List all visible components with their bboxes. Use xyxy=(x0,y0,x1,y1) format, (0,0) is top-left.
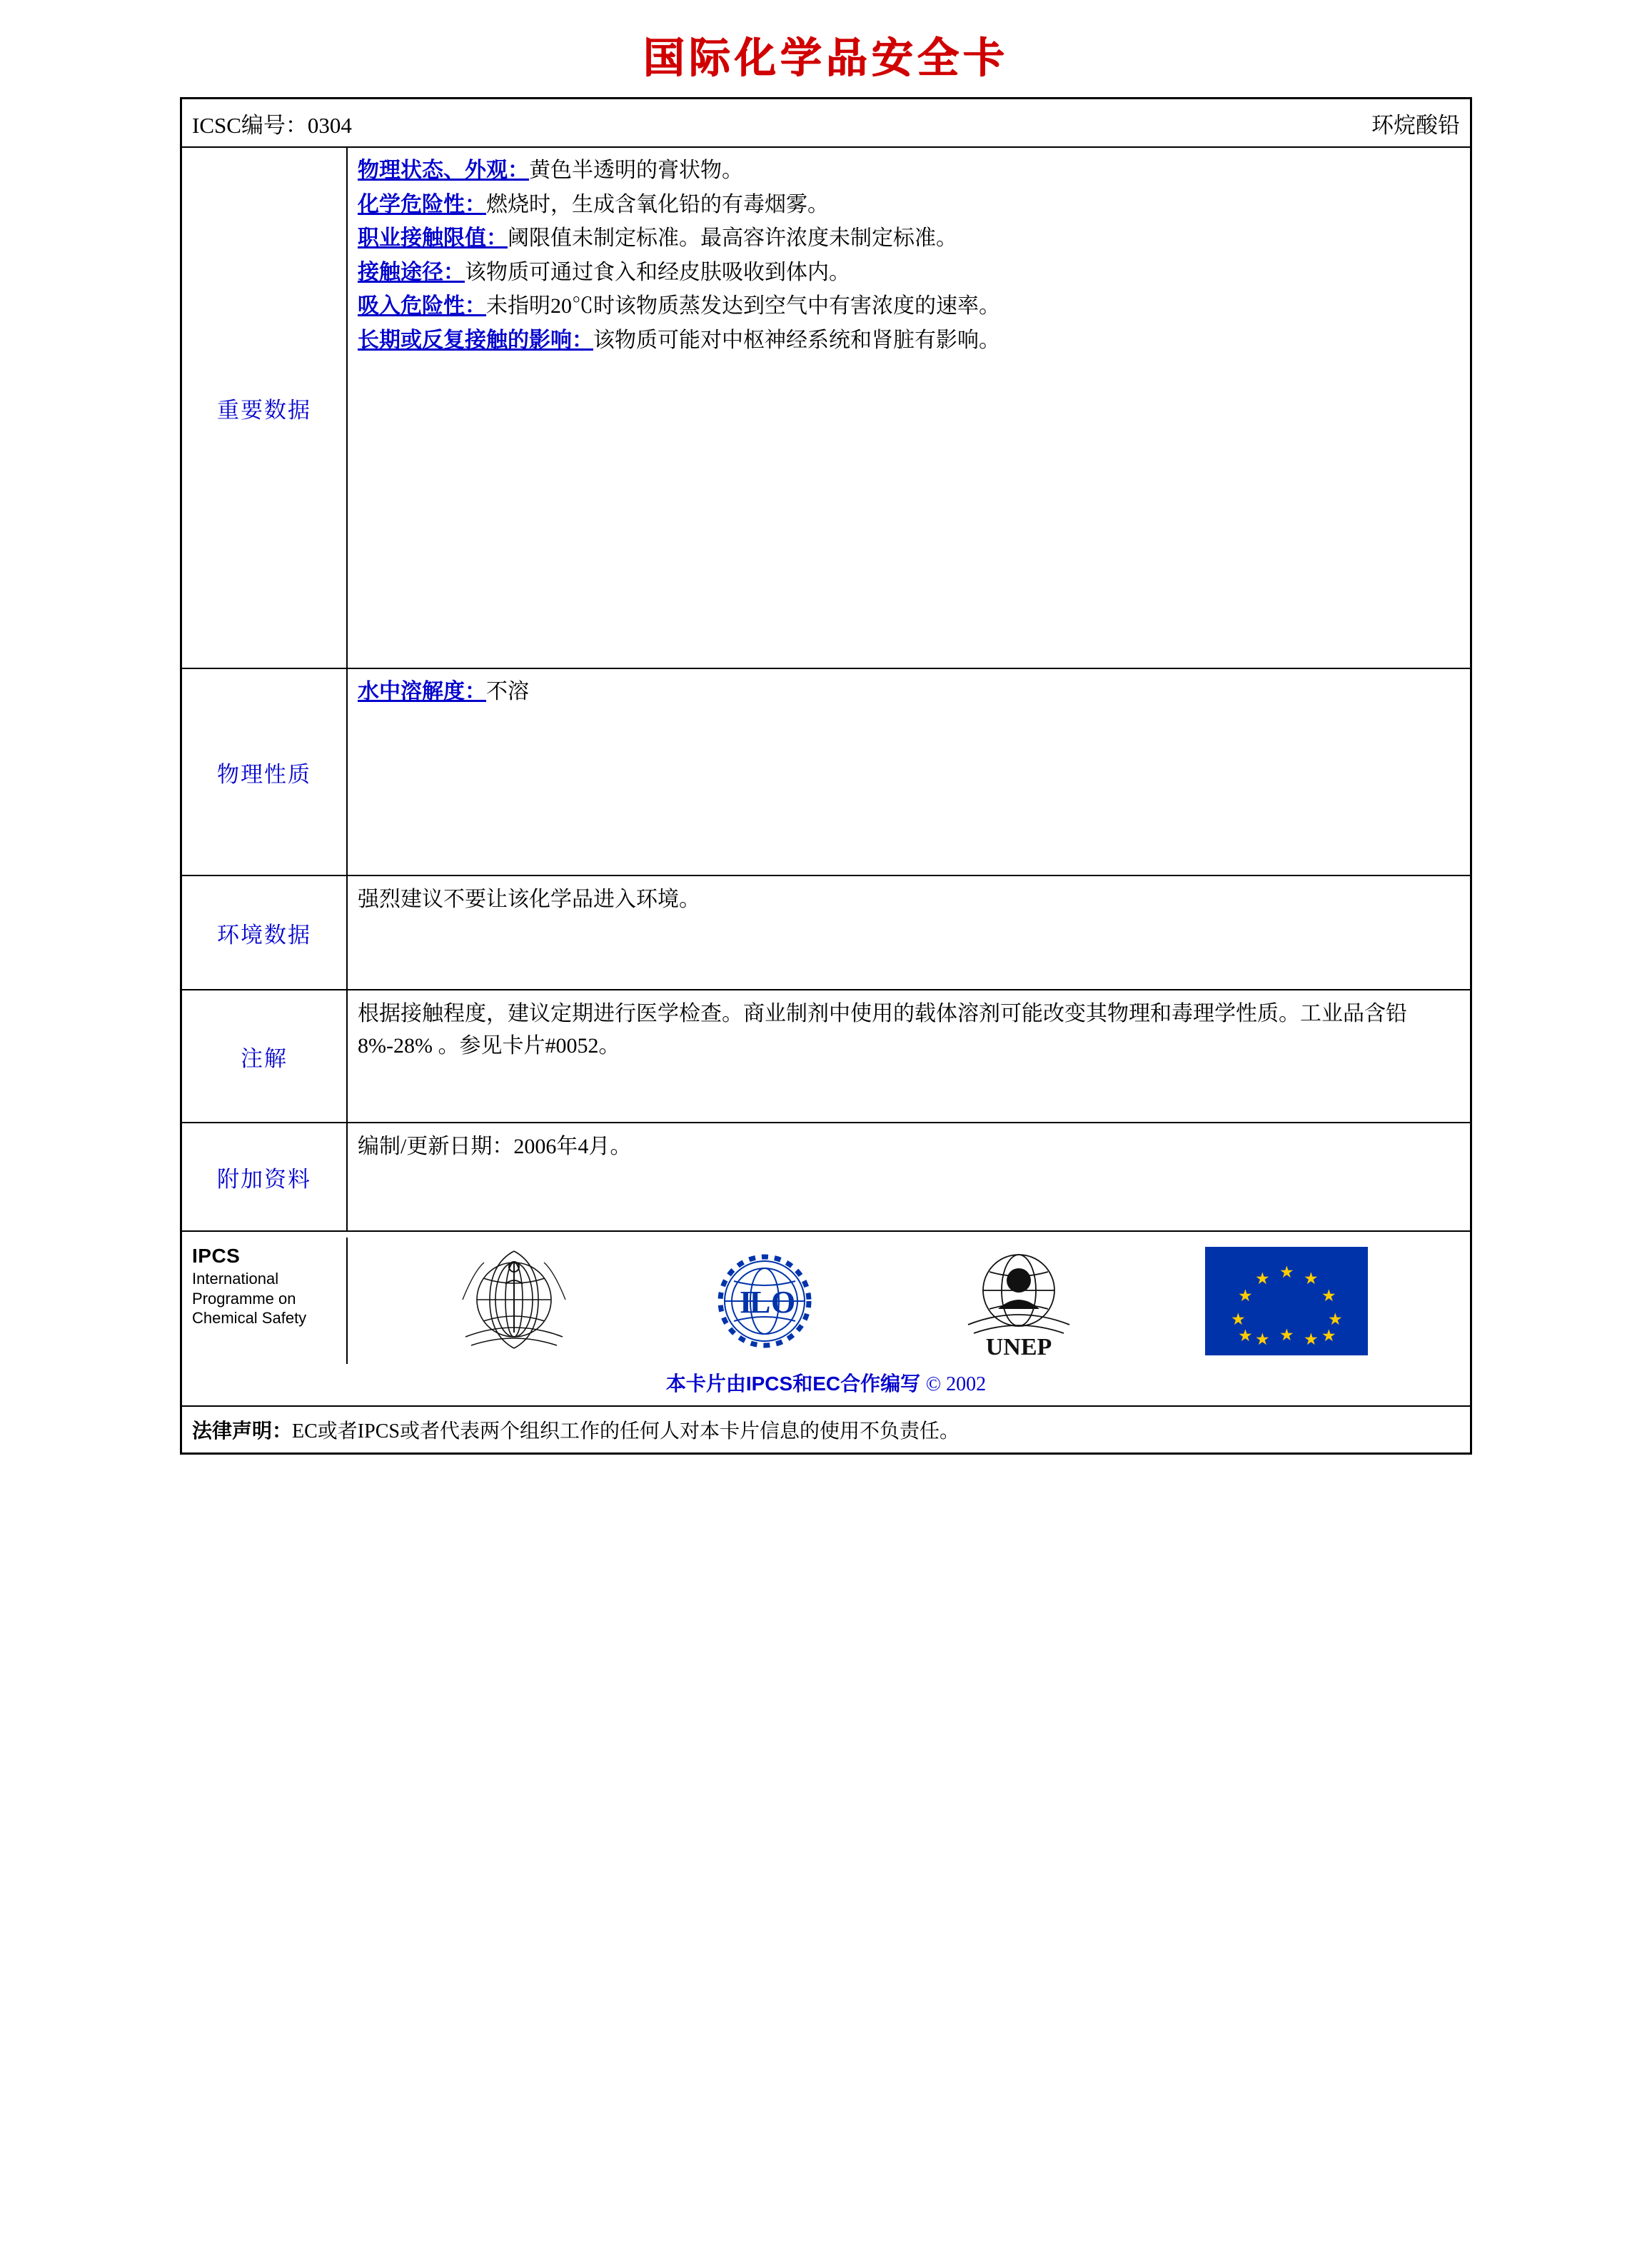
footer-credit xyxy=(182,1364,1470,1405)
notes-text: 根据接触程度，建议定期进行医学检查。商业制剂中使用的载体溶剂可能改变其物理和毒理学性质。工业品含铅8%-28% 。参见卡片#0052。 xyxy=(358,1002,1407,1058)
section-environmental-data xyxy=(182,876,1470,990)
section-additional-info xyxy=(182,1123,1470,1232)
ipcs-abbr: IPCS xyxy=(192,1245,241,1267)
label-environmental-data: 环境数据 xyxy=(182,876,348,989)
card-header xyxy=(182,99,1470,148)
data-value: 该物质可能对中枢神经系统和肾脏有影响。 xyxy=(593,328,1000,352)
card-footer xyxy=(182,1232,1470,1407)
ilo-logo xyxy=(697,1244,832,1358)
icsc-label: ICSC编号： xyxy=(192,112,308,138)
data-key: 职业接触限值： xyxy=(358,226,508,250)
content-additional-info xyxy=(348,1123,1470,1230)
legal-label: 法律声明： xyxy=(192,1420,293,1442)
data-value: 黄色半透明的膏状物。 xyxy=(529,159,743,182)
data-key: 物理状态、外观： xyxy=(358,159,529,182)
section-physical-properties xyxy=(182,669,1470,876)
data-value: 不溶 xyxy=(486,680,529,703)
icsc-card xyxy=(180,97,1472,1455)
label-notes: 注解 xyxy=(182,990,348,1122)
data-line xyxy=(358,223,1460,254)
legal-notice xyxy=(182,1407,1470,1452)
data-line xyxy=(358,257,1460,288)
content-physical-properties xyxy=(348,669,1470,875)
label-additional-info: 附加资料 xyxy=(182,1123,348,1230)
data-key: 吸入危险性： xyxy=(358,294,486,318)
icsc-number-field xyxy=(192,107,352,139)
icsc-number: 0304 xyxy=(307,112,352,138)
data-line xyxy=(358,325,1460,356)
section-important-data xyxy=(182,148,1470,669)
data-line xyxy=(358,155,1460,186)
ipcs-name-line3: Chemical Safety xyxy=(192,1309,307,1327)
data-line xyxy=(358,189,1460,221)
unep-label: UNEP xyxy=(985,1333,1052,1360)
logo-group xyxy=(348,1240,1470,1362)
who-logo xyxy=(450,1244,578,1358)
data-key: 接触途径： xyxy=(358,260,465,284)
ipcs-name xyxy=(192,1269,346,1328)
ipcs-name-line2: Programme on xyxy=(192,1289,296,1308)
data-line xyxy=(358,291,1460,322)
environmental-text: 强烈建议不要让该化学品进入环境。 xyxy=(358,888,700,911)
legal-text: EC或者IPCS或者代表两个组织工作的任何人对本卡片信息的使用不负责任。 xyxy=(292,1420,960,1442)
svg-text:L: L xyxy=(750,1284,771,1320)
section-notes xyxy=(182,990,1470,1123)
data-key: 化学危险性： xyxy=(358,192,486,216)
unep-logo xyxy=(951,1240,1087,1362)
data-value: 阈限值未制定标准。最高容许浓度未制定标准。 xyxy=(508,226,957,250)
footer-logos-row xyxy=(182,1232,1470,1364)
data-value: 燃烧时，生成含氧化铅的有毒烟雾。 xyxy=(486,192,829,216)
substance-name: 环烷酸铅 xyxy=(1371,112,1460,138)
label-important-data: 重要数据 xyxy=(182,148,348,668)
data-value: 未指明20℃时该物质蒸发达到空气中有害浓度的速率。 xyxy=(486,294,1000,318)
content-environmental-data xyxy=(348,876,1470,989)
content-notes xyxy=(348,990,1470,1122)
svg-text:I: I xyxy=(740,1284,752,1320)
data-line xyxy=(358,676,1460,708)
ipcs-name-line1: International xyxy=(192,1270,279,1288)
data-key: 长期或反复接触的影响： xyxy=(358,328,593,352)
content-important-data xyxy=(348,148,1470,668)
ipcs-block xyxy=(182,1238,348,1364)
data-key: 水中溶解度： xyxy=(358,680,486,703)
page-title: 国际化学品安全卡 xyxy=(643,35,1009,81)
additional-info-text: 编制/更新日期：2006年4月。 xyxy=(358,1135,632,1158)
eu-flag: ★ ★ ★ ★ ★ ★ ★ ★ ★ ★ ★ ★ xyxy=(1205,1247,1368,1355)
data-value: 该物质可通过食入和经皮肤吸收到体内。 xyxy=(465,260,850,284)
label-physical-properties: 物理性质 xyxy=(182,669,348,875)
svg-text:O: O xyxy=(771,1284,796,1320)
copyright-text: © 2002 xyxy=(925,1373,987,1395)
credit-text: 本卡片由IPCS和EC合作编写 xyxy=(665,1373,921,1395)
